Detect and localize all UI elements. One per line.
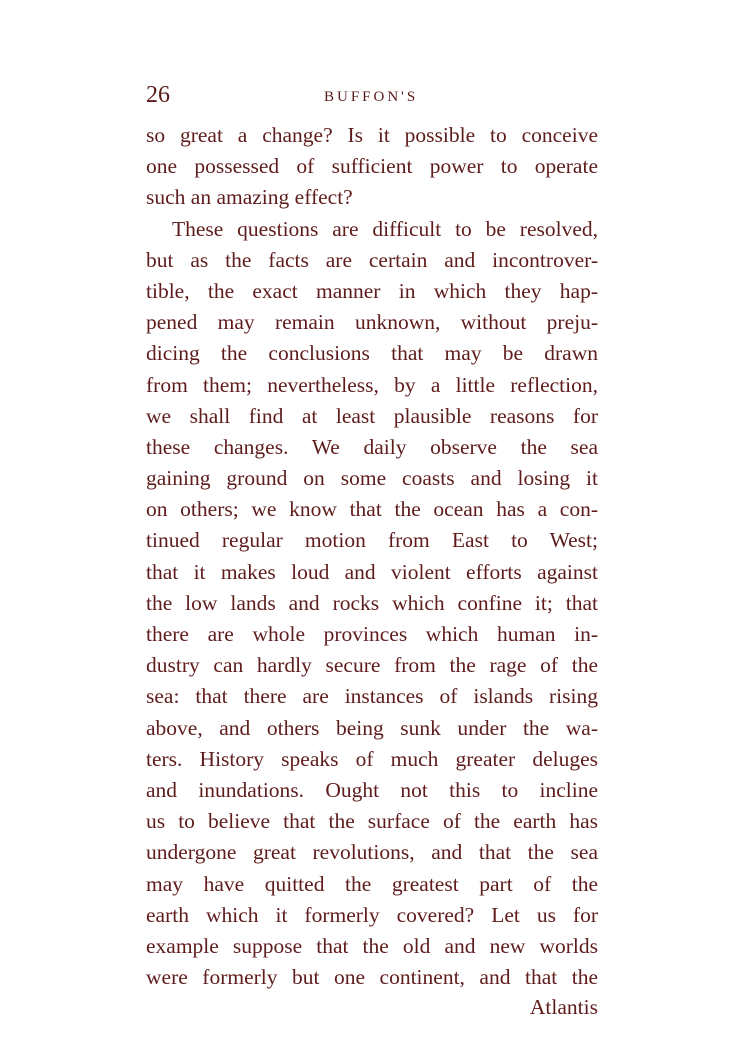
text-line: pened may remain unknown, without preju-	[146, 310, 598, 335]
text-line: these changes. We daily observe the sea	[146, 434, 598, 459]
text-line: from them; nevertheless, by a little reflection,	[146, 372, 598, 397]
page-number: 26	[146, 82, 170, 108]
text-line: sea: that there are instances of islands rising	[146, 684, 598, 709]
text-line: one possessed of sufficient power to operate	[146, 154, 598, 179]
running-head: BUFFON'S	[324, 89, 419, 105]
text-line: and inundations. Ought not this to incline	[146, 777, 598, 802]
text-line: us to believe that the surface of the earth has	[146, 809, 598, 834]
text-line: above, and others being sunk under the wa-	[146, 715, 598, 740]
text-line: tinued regular motion from East to West;	[146, 528, 598, 553]
text-line: such an amazing effect?	[146, 185, 353, 210]
text-line: earth which it formerly covered? Let us for	[146, 902, 598, 927]
text-line: but as the facts are certain and incontrover-	[146, 247, 598, 272]
text-line: dicing the conclusions that may be drawn	[146, 341, 598, 366]
text-line: the low lands and rocks which confine it; that	[146, 590, 598, 615]
text-line: may have quitted the greatest part of the	[146, 871, 598, 896]
text-line: there are whole provinces which human in-	[146, 622, 598, 646]
text-line: example suppose that the old and new worlds	[146, 933, 598, 958]
text-line: that it makes loud and violent efforts against	[146, 559, 598, 584]
text-line: were formerly but one continent, and that the	[146, 965, 598, 990]
text-line: we shall find at least plausible reasons for	[146, 403, 598, 428]
text-line: undergone great revolutions, and that the sea	[146, 840, 598, 865]
body-text	[146, 120, 598, 993]
page-header	[146, 82, 598, 112]
text-line: ters. History speaks of much greater deluges	[146, 746, 598, 771]
text-line: tible, the exact manner in which they hap-	[146, 278, 598, 303]
text-line: These questions are difficult to be resolved,	[172, 216, 598, 241]
text-line: so great a change? Is it possible to conceive	[146, 123, 598, 147]
text-line: on others; we know that the ocean has a con-	[146, 497, 598, 522]
text-line: dustry can hardly secure from the rage of the	[146, 653, 598, 678]
catchword: Atlantis	[529, 995, 598, 1019]
text-line: gaining ground on some coasts and losing it	[146, 466, 598, 491]
